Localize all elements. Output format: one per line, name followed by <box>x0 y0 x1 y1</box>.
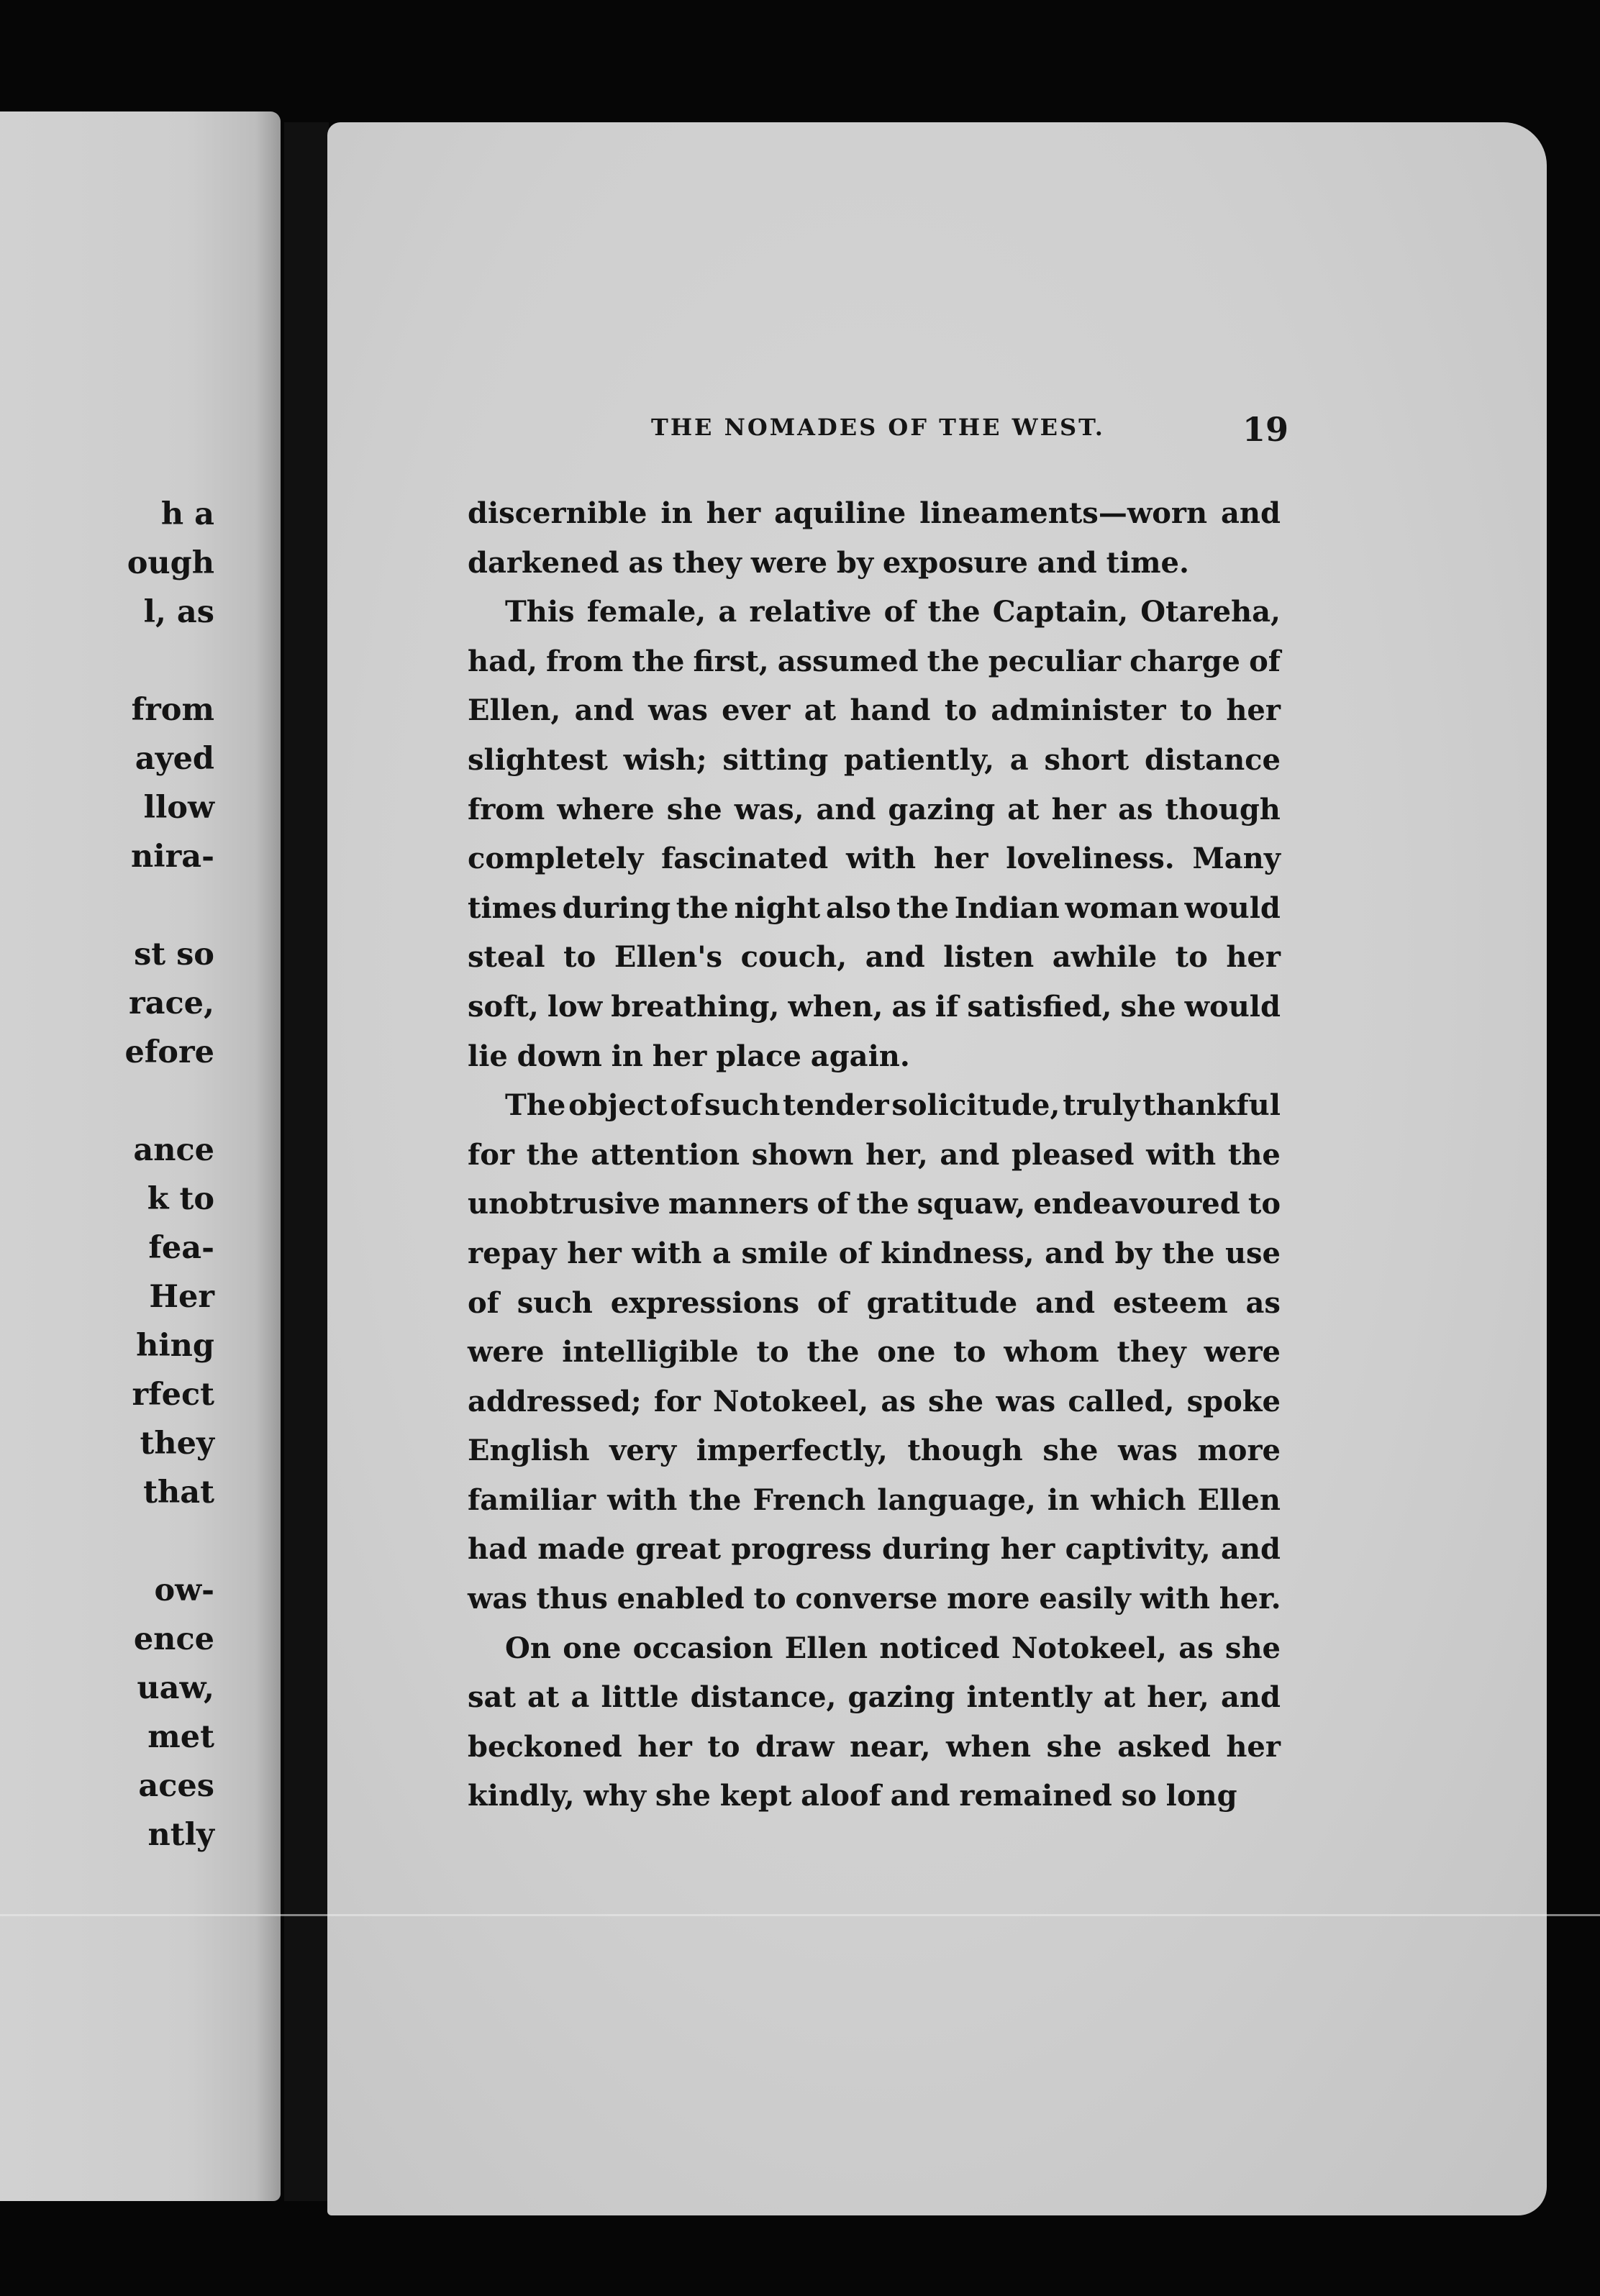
text-line: Ellen, and was ever at hand to administer to her <box>468 693 1281 728</box>
text-line: from where she was, and gazing at her as though <box>468 792 1281 826</box>
left-page-line: Her <box>149 1279 214 1315</box>
body-text <box>468 489 1281 1821</box>
text-line: kindly, why she kept aloof and remained so long <box>468 1779 1237 1813</box>
text-line: darkened as they were by exposure and time. <box>468 545 1189 580</box>
left-page-line: llow <box>143 790 214 826</box>
left-page-line: race, <box>128 985 214 1021</box>
left-page-line: ence <box>133 1621 214 1657</box>
left-page-line: st so <box>134 937 214 972</box>
left-page-line: fea- <box>148 1230 214 1266</box>
left-page-line: aces <box>138 1768 214 1804</box>
left-page-line: rfect <box>132 1377 214 1413</box>
left-facing-page <box>0 111 281 2201</box>
text-line: times during the night also the Indian woman would <box>468 890 1281 925</box>
left-page-line: from <box>131 692 214 728</box>
text-line: was thus enabled to converse more easily with her. <box>468 1582 1281 1616</box>
paragraph <box>468 1624 1281 1821</box>
scan-artifact-line <box>0 1914 1600 1916</box>
paragraph <box>468 489 1281 588</box>
left-page-line: met <box>147 1719 214 1755</box>
text-line: of such expressions of gratitude and esteem as <box>468 1285 1281 1320</box>
left-page-line: ough <box>127 545 214 581</box>
left-page-line: uaw, <box>137 1670 214 1706</box>
left-page-line: l, as <box>143 594 214 630</box>
text-line: familiar with the French language, in which Ellen <box>468 1482 1281 1517</box>
text-line: completely fascinated with her loveliness. Many <box>468 842 1281 876</box>
text-line: addressed; for Notokeel, as she was called, spoke <box>468 1384 1281 1418</box>
text-line: On one occasion Ellen noticed Notokeel, as she <box>505 1631 1281 1665</box>
text-line: for the attention shown her, and pleased with the <box>468 1137 1281 1172</box>
text-line: discernible in her aquiline lineaments—worn and <box>468 496 1281 530</box>
left-page-line: ance <box>133 1132 214 1168</box>
left-page-line: that <box>143 1475 214 1511</box>
text-line: steal to Ellen's couch, and listen awhile to her <box>468 940 1281 975</box>
left-page-line: hing <box>136 1328 214 1364</box>
left-page-line: ow- <box>154 1572 214 1608</box>
left-page-line: ayed <box>135 741 214 777</box>
text-line: The object of such tender solicitude, truly thankful <box>505 1088 1281 1123</box>
text-line: were intelligible to the one to whom they were <box>468 1335 1281 1370</box>
text-line: beckoned her to draw near, when she asked her <box>468 1729 1281 1764</box>
text-line: sat at a little distance, gazing intently at her, and <box>468 1680 1281 1715</box>
left-page-line: efore <box>124 1034 214 1070</box>
text-line: had made great progress during her captivity, and <box>468 1532 1281 1567</box>
text-line: This female, a relative of the Captain, Otareha, <box>505 595 1281 629</box>
text-line: slightest wish; sitting patiently, a short distance <box>468 742 1281 777</box>
text-line: lie down in her place again. <box>468 1039 910 1073</box>
page-number: 19 <box>1242 410 1289 449</box>
text-line: repay her with a smile of kindness, and by the use <box>468 1236 1281 1270</box>
text-line: unobtrusive manners of the squaw, endeavoured to <box>468 1187 1281 1221</box>
left-page-line: h a <box>160 496 214 532</box>
paragraph <box>468 588 1281 1081</box>
left-page-line: k to <box>147 1181 214 1217</box>
paragraph <box>468 1081 1281 1624</box>
running-head: THE NOMADES OF THE WEST. <box>651 414 1105 441</box>
text-line: had, from the first, assumed the peculiar charge of <box>468 644 1281 678</box>
left-page-line: they <box>140 1426 214 1462</box>
text-line: soft, low breathing, when, as if satisfied, she would <box>468 989 1281 1024</box>
left-page-line: ntly <box>147 1817 214 1853</box>
book-gutter <box>284 122 329 2201</box>
left-page-line: nira- <box>131 839 214 875</box>
text-line: English very imperfectly, though she was more <box>468 1434 1281 1468</box>
